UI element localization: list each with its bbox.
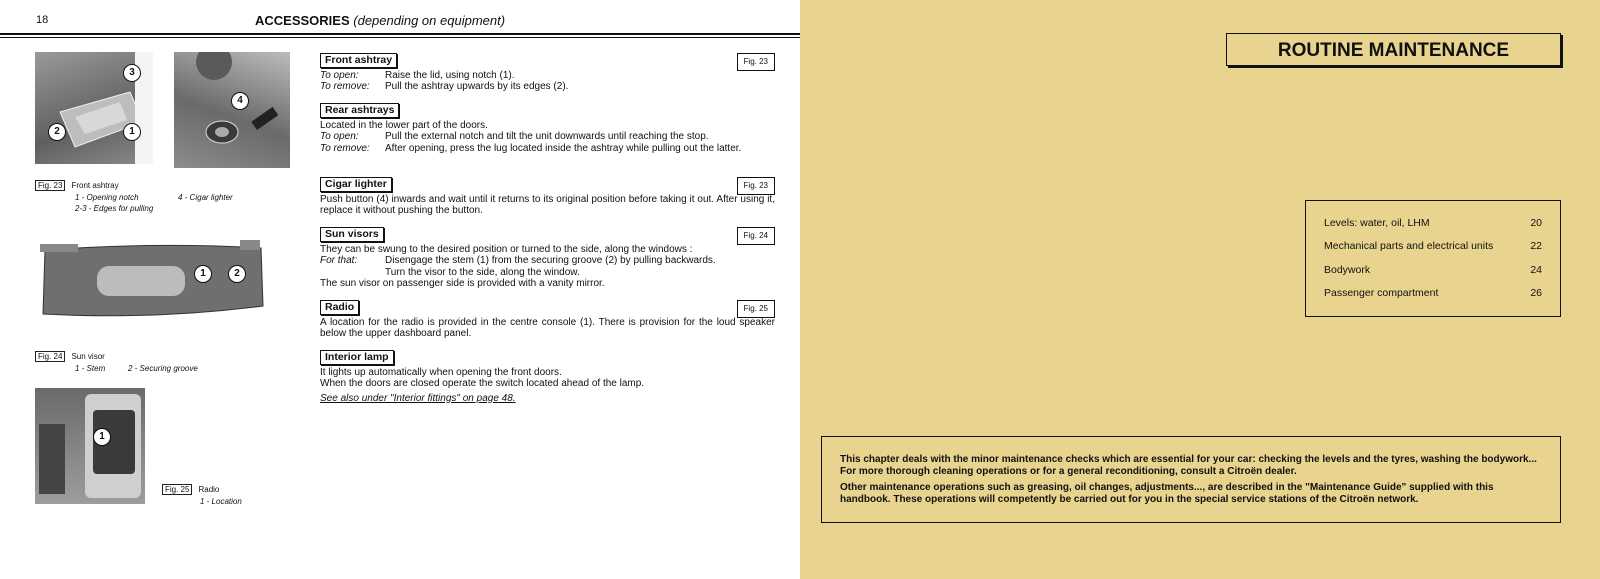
sun-visors-forthat-text1: Disengage the stem (1) from the securing groove (2) by pulling backwards. (385, 255, 716, 266)
fig23-label: Fig. 23 (35, 180, 65, 191)
front-ashtray-fig-ref: Fig. 23 (737, 53, 775, 71)
fig24-label: Fig. 24 (35, 351, 65, 362)
cigar-lighter-title: Cigar lighter (320, 177, 392, 192)
toc-item[interactable] (1324, 264, 1542, 276)
callout-1: 1 (123, 123, 141, 141)
header-title: ACCESSORIES (255, 13, 350, 28)
section-cigar-lighter (320, 177, 775, 217)
section-interior-lamp (320, 350, 775, 404)
chapter-note (821, 436, 1561, 523)
sun-visors-fig-ref: Fig. 24 (737, 227, 775, 245)
cigar-lighter-photo (174, 52, 290, 168)
front-ashtray-open-text: Raise the lid, using notch (1). (385, 69, 515, 81)
section-radio (320, 300, 775, 340)
front-ashtray-remove-text: Pull the ashtray upwards by its edges (2). (385, 81, 569, 92)
section-sun-visors (320, 227, 775, 290)
toc-item[interactable] (1324, 287, 1542, 299)
sun-visors-line1: They can be swung to the desired position or turned to the side, along the windows : (320, 243, 693, 255)
callout-4: 4 (231, 92, 249, 110)
console-illustration (35, 388, 145, 504)
toc-item-label: Bodywork (1324, 264, 1371, 276)
fig23-caption (35, 180, 295, 191)
toc-item-page: 26 (1530, 287, 1542, 299)
front-ashtray-open-key: To open: (320, 69, 359, 81)
toc-item-label: Mechanical parts and electrical units (1324, 240, 1494, 252)
note-paragraph-2: Other maintenance operations such as greasing, oil changes, adjustments..., are described in the "Maintenance Guide" supplied with this handbook. These operations will competently be carried out for you in the special service stations of the Citroën network. (840, 482, 1494, 505)
toc-item-page: 24 (1530, 264, 1542, 276)
rear-ashtrays-open-text: Pull the external notch and tilt the unit downwards until reaching the stop. (385, 131, 709, 142)
front-ashtray-title: Front ashtray (320, 53, 397, 68)
toc-item-label: Levels: water, oil, LHM (1324, 217, 1430, 229)
fig23-item3: 4 - Cigar lighter (178, 193, 233, 202)
header-subtitle: (depending on equipment) (353, 13, 506, 28)
note-paragraph-1: This chapter deals with the minor maintenance checks which are essential for your car: checking the levels and the tyres, washing the bodywork... For more thorough cleaning operations or for a general reconditioning, consult a Citroën dealer. (840, 454, 1537, 477)
rear-ashtrays-remove-text: After opening, press the lug located inside the ashtray while pulling out the latter. (385, 142, 742, 154)
fig25-label: Fig. 25 (162, 484, 192, 495)
sun-visors-forthat-text2: Turn the visor to the side, along the window. (385, 266, 580, 278)
cigar-lighter-text: Push button (4) inwards and wait until it returns to its original position before taking it out. After using it, replace it without pushing the button. (320, 193, 775, 216)
section-front-ashtray (320, 53, 775, 93)
callout-visor-2: 2 (228, 265, 246, 283)
cigar-lighter-fig-ref: Fig. 23 (737, 177, 775, 195)
interior-lamp-line1: It lights up automatically when opening the front doors. (320, 366, 562, 378)
radio-text: A location for the radio is provided in the centre console (1). There is provision for the loud speaker below the upper dashboard panel. (320, 316, 775, 339)
lighter-illustration (174, 52, 290, 168)
fig23-item1: 1 - Opening notch (75, 193, 139, 202)
page-number: 18 (36, 14, 49, 26)
callout-visor-1: 1 (194, 265, 212, 283)
sun-visors-title: Sun visors (320, 227, 384, 242)
radio-photo (35, 388, 145, 504)
fig24-item2: 2 - Securing groove (128, 364, 198, 373)
fig23-title: Front ashtray (71, 181, 119, 190)
fig25-caption (162, 484, 219, 495)
page-header (255, 13, 505, 28)
radio-title: Radio (320, 300, 359, 315)
table-of-contents (1305, 200, 1561, 317)
fig23-item2: 2-3 - Edges for pulling (75, 204, 154, 213)
callout-radio-1: 1 (93, 428, 111, 446)
rear-ashtrays-remove-key: To remove: (320, 142, 370, 154)
header-rule-thin (0, 37, 800, 38)
callout-3: 3 (123, 64, 141, 82)
interior-lamp-line2: When the doors are closed operate the switch located ahead of the lamp. (320, 378, 645, 389)
fig24-title: Sun visor (71, 352, 105, 361)
chapter-title: ROUTINE MAINTENANCE (1226, 33, 1561, 66)
rear-ashtrays-title: Rear ashtrays (320, 103, 399, 118)
toc-item-page: 20 (1530, 217, 1542, 229)
interior-fittings-link[interactable]: See also under "Interior fittings" on page 48. (320, 392, 516, 404)
front-ashtray-remove-key: To remove: (320, 81, 370, 92)
fig25-title: Radio (198, 485, 220, 494)
rear-ashtrays-line1: Located in the lower part of the doors. (320, 119, 488, 131)
toc-item[interactable] (1324, 240, 1542, 252)
sun-visors-forthat-key: For that: (320, 255, 358, 266)
toc-item-label: Passenger compartment (1324, 287, 1439, 299)
fig25-item1: 1 - Location (200, 497, 242, 506)
header-rule (0, 33, 800, 35)
rear-ashtrays-open-key: To open: (320, 131, 359, 142)
sun-visors-line2: The sun visor on passenger side is provided with a vanity mirror. (320, 278, 605, 289)
fig24-caption (35, 351, 105, 362)
toc-item-page: 22 (1530, 240, 1542, 252)
callout-2: 2 (48, 123, 66, 141)
fig24-item1: 1 - Stem (75, 364, 106, 373)
toc-item[interactable] (1324, 217, 1542, 229)
section-rear-ashtrays (320, 103, 775, 154)
interior-lamp-title: Interior lamp (320, 350, 394, 365)
radio-fig-ref: Fig. 25 (737, 300, 775, 318)
